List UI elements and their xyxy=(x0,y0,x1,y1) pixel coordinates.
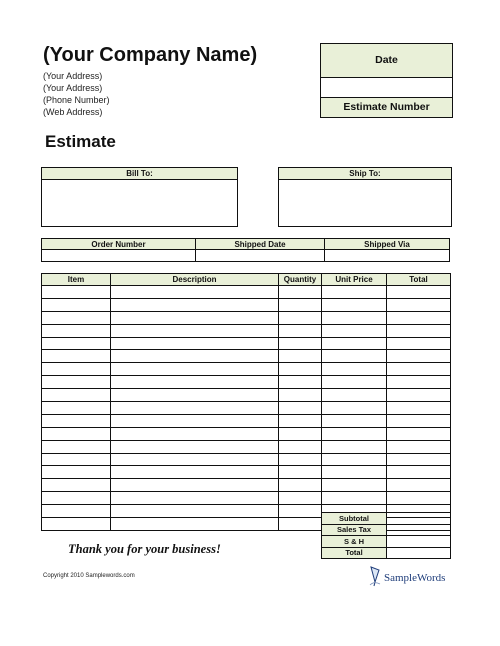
table-row xyxy=(42,492,451,505)
subtotal-value[interactable] xyxy=(387,513,451,525)
unit-price-cell[interactable] xyxy=(322,389,387,402)
table-row xyxy=(42,337,451,350)
total-cell[interactable] xyxy=(387,453,451,466)
quantity-cell[interactable] xyxy=(279,389,322,402)
table-row xyxy=(42,427,451,440)
quantity-cell[interactable] xyxy=(279,324,322,337)
table-row xyxy=(42,376,451,389)
item-cell[interactable] xyxy=(42,324,111,337)
item-cell[interactable] xyxy=(42,286,111,299)
shipped-date-header: Shipped Date xyxy=(196,239,325,250)
quantity-cell[interactable] xyxy=(279,363,322,376)
item-cell[interactable] xyxy=(42,376,111,389)
quantity-cell[interactable] xyxy=(279,453,322,466)
total-cell[interactable] xyxy=(387,324,451,337)
quantity-cell[interactable] xyxy=(279,466,322,479)
description-cell[interactable] xyxy=(111,402,279,415)
quantity-cell[interactable] xyxy=(279,440,322,453)
description-header: Description xyxy=(111,274,279,286)
description-cell[interactable] xyxy=(111,363,279,376)
unit-price-cell[interactable] xyxy=(322,414,387,427)
item-cell[interactable] xyxy=(42,466,111,479)
totals-table xyxy=(321,512,451,559)
quantity-cell[interactable] xyxy=(279,298,322,311)
bill-to-box[interactable] xyxy=(41,167,238,227)
quantity-cell[interactable] xyxy=(279,518,322,531)
table-row xyxy=(42,402,451,415)
unit-price-header: Unit Price xyxy=(322,274,387,286)
order-info-table xyxy=(41,238,450,262)
total-value[interactable] xyxy=(387,547,451,559)
sales-tax-value[interactable] xyxy=(387,524,451,536)
table-row xyxy=(42,389,451,402)
shipped-via-cell[interactable] xyxy=(325,250,450,262)
quantity-cell[interactable] xyxy=(279,311,322,324)
quantity-cell[interactable] xyxy=(279,505,322,518)
description-cell[interactable] xyxy=(111,453,279,466)
description-cell[interactable] xyxy=(111,440,279,453)
order-number-cell[interactable] xyxy=(42,250,196,262)
total-cell[interactable] xyxy=(387,286,451,299)
total-cell[interactable] xyxy=(387,414,451,427)
table-row xyxy=(42,324,451,337)
item-cell[interactable] xyxy=(42,479,111,492)
unit-price-cell[interactable] xyxy=(322,440,387,453)
unit-price-cell[interactable] xyxy=(322,324,387,337)
total-cell[interactable] xyxy=(387,492,451,505)
item-cell[interactable] xyxy=(42,453,111,466)
quantity-cell[interactable] xyxy=(279,350,322,363)
unit-price-cell[interactable] xyxy=(322,402,387,415)
item-cell[interactable] xyxy=(42,363,111,376)
item-cell[interactable] xyxy=(42,427,111,440)
items-body xyxy=(42,286,451,531)
item-cell[interactable] xyxy=(42,389,111,402)
unit-price-cell[interactable] xyxy=(322,376,387,389)
unit-price-cell[interactable] xyxy=(322,427,387,440)
table-row xyxy=(42,311,451,324)
quantity-cell[interactable] xyxy=(279,427,322,440)
subtotal-label: Subtotal xyxy=(322,513,387,525)
unit-price-cell[interactable] xyxy=(322,479,387,492)
description-cell[interactable] xyxy=(111,298,279,311)
total-header: Total xyxy=(387,274,451,286)
description-cell[interactable] xyxy=(111,414,279,427)
total-cell[interactable] xyxy=(387,402,451,415)
description-cell[interactable] xyxy=(111,350,279,363)
table-row xyxy=(42,414,451,427)
total-cell[interactable] xyxy=(387,298,451,311)
description-cell[interactable] xyxy=(111,337,279,350)
quantity-header: Quantity xyxy=(279,274,322,286)
table-row xyxy=(42,350,451,363)
pen-nib-icon xyxy=(368,565,382,592)
unit-price-cell[interactable] xyxy=(322,337,387,350)
estimate-number-label: Estimate Number xyxy=(343,101,430,113)
order-number-header: Order Number xyxy=(42,239,196,250)
address-line-2: (Your Address) xyxy=(43,83,103,93)
description-cell[interactable] xyxy=(111,505,279,518)
copyright-text: Copyright 2010 Samplewords.com xyxy=(43,573,135,579)
unit-price-cell[interactable] xyxy=(322,466,387,479)
logo-text: SampleWords xyxy=(384,572,446,584)
description-cell[interactable] xyxy=(111,518,279,531)
item-cell[interactable] xyxy=(42,492,111,505)
unit-price-cell[interactable] xyxy=(322,350,387,363)
description-cell[interactable] xyxy=(111,389,279,402)
quantity-cell[interactable] xyxy=(279,414,322,427)
thank-you-message: Thank you for your business! xyxy=(68,542,221,556)
total-cell[interactable] xyxy=(387,440,451,453)
table-row xyxy=(42,479,451,492)
table-row xyxy=(42,466,451,479)
table-row xyxy=(42,440,451,453)
date-estimate-box xyxy=(320,43,453,118)
quantity-cell[interactable] xyxy=(279,402,322,415)
item-cell[interactable] xyxy=(42,402,111,415)
description-cell[interactable] xyxy=(111,311,279,324)
unit-price-cell[interactable] xyxy=(322,363,387,376)
ship-to-label: Ship To: xyxy=(279,168,451,180)
description-cell[interactable] xyxy=(111,492,279,505)
company-name: (Your Company Name) xyxy=(43,44,258,66)
items-table xyxy=(41,273,451,531)
total-cell[interactable] xyxy=(387,311,451,324)
shipping-handling-value[interactable] xyxy=(387,536,451,548)
shipped-date-cell[interactable] xyxy=(196,250,325,262)
total-label: Total xyxy=(322,547,387,559)
quantity-cell[interactable] xyxy=(279,337,322,350)
item-cell[interactable] xyxy=(42,440,111,453)
item-cell[interactable] xyxy=(42,298,111,311)
bill-to-label: Bill To: xyxy=(42,168,237,180)
table-row xyxy=(42,363,451,376)
description-cell[interactable] xyxy=(111,324,279,337)
description-cell[interactable] xyxy=(111,376,279,389)
table-row xyxy=(42,298,451,311)
quantity-cell[interactable] xyxy=(279,376,322,389)
total-cell[interactable] xyxy=(387,479,451,492)
document-title: Estimate xyxy=(45,132,116,151)
ship-to-box[interactable] xyxy=(278,167,452,227)
item-cell[interactable] xyxy=(42,518,111,531)
description-cell[interactable] xyxy=(111,479,279,492)
unit-price-cell[interactable] xyxy=(322,311,387,324)
shipped-via-header: Shipped Via xyxy=(325,239,450,250)
table-row xyxy=(42,453,451,466)
quantity-cell[interactable] xyxy=(279,492,322,505)
total-cell[interactable] xyxy=(387,376,451,389)
table-row xyxy=(42,286,451,299)
description-cell[interactable] xyxy=(111,466,279,479)
total-cell[interactable] xyxy=(387,427,451,440)
samplewords-logo xyxy=(368,566,445,590)
address-line-1: (Your Address) xyxy=(43,71,103,81)
unit-price-cell[interactable] xyxy=(322,286,387,299)
total-cell[interactable] xyxy=(387,389,451,402)
total-cell[interactable] xyxy=(387,466,451,479)
item-cell[interactable] xyxy=(42,414,111,427)
item-header: Item xyxy=(42,274,111,286)
description-cell[interactable] xyxy=(111,427,279,440)
unit-price-cell[interactable] xyxy=(322,453,387,466)
total-cell[interactable] xyxy=(387,363,451,376)
date-label: Date xyxy=(321,44,452,78)
quantity-cell[interactable] xyxy=(279,286,322,299)
total-cell[interactable] xyxy=(387,337,451,350)
date-value[interactable] xyxy=(321,78,452,98)
item-cell[interactable] xyxy=(42,350,111,363)
unit-price-cell[interactable] xyxy=(322,492,387,505)
total-cell[interactable] xyxy=(387,350,451,363)
phone-line: (Phone Number) xyxy=(43,95,110,105)
sales-tax-label: Sales Tax xyxy=(322,524,387,536)
web-line: (Web Address) xyxy=(43,107,103,117)
shipping-handling-label: S & H xyxy=(322,536,387,548)
quantity-cell[interactable] xyxy=(279,479,322,492)
item-cell[interactable] xyxy=(42,337,111,350)
item-cell[interactable] xyxy=(42,311,111,324)
description-cell[interactable] xyxy=(111,286,279,299)
item-cell[interactable] xyxy=(42,505,111,518)
unit-price-cell[interactable] xyxy=(322,298,387,311)
